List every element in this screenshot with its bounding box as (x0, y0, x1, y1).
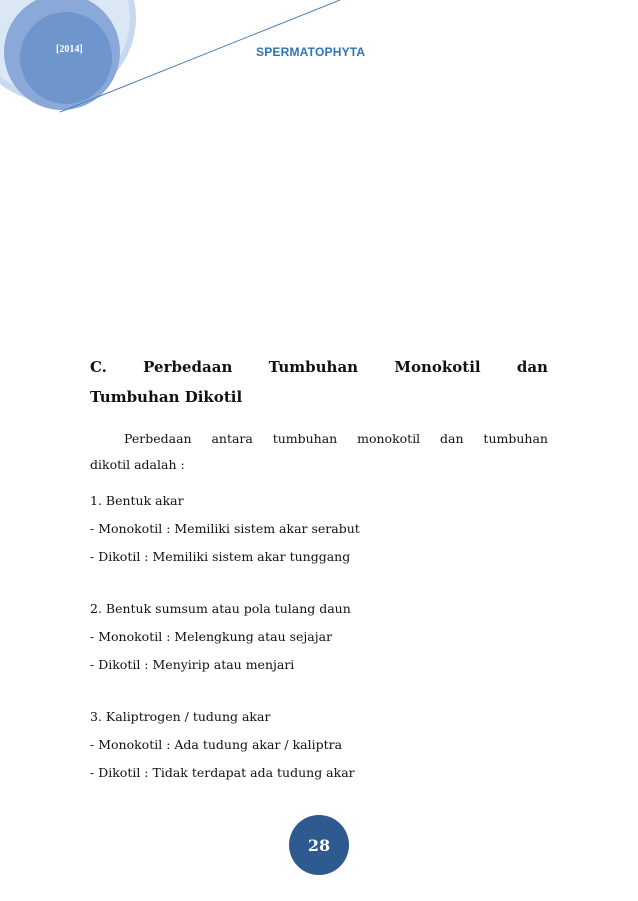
heading-word: dan (516, 358, 548, 376)
intro-word: tumbuhan (483, 431, 548, 446)
intro-line2: dikotil adalah : (90, 457, 185, 472)
intro-word: tumbuhan (272, 431, 338, 446)
header-rule (0, 0, 638, 120)
heading-word: Perbedaan (143, 358, 233, 376)
intro-line1 (90, 426, 548, 452)
section-heading-line1 (90, 352, 548, 382)
heading-word: C. (90, 358, 107, 376)
item-title: 3. Kaliptrogen / tudung akar (90, 709, 271, 724)
item-title: 1. Bentuk akar (90, 493, 184, 508)
item-monokotil: - Monokotil : Ada tudung akar / kaliptra (90, 737, 343, 752)
item-dikotil: - Dikotil : Tidak terdapat ada tudung akar (90, 765, 355, 780)
section-heading (90, 352, 548, 412)
page-number: 28 (307, 835, 331, 855)
item-monokotil: - Monokotil : Memiliki sistem akar serabut (90, 521, 360, 536)
item-title: 2. Bentuk sumsum atau pola tulang daun (90, 601, 351, 616)
intro-word: dan (440, 431, 464, 446)
item-dikotil: - Dikotil : Menyirip atau menjari (90, 657, 295, 672)
intro-word: antara (211, 431, 253, 446)
intro-paragraph (90, 426, 548, 478)
item-monokotil: - Monokotil : Melengkung atau sejajar (90, 629, 333, 644)
heading-word: Monokotil (394, 358, 481, 376)
running-title: SPERMATOPHYTA (256, 45, 366, 59)
page-number-badge (289, 815, 349, 875)
intro-word: monokotil (357, 431, 421, 446)
heading-word: Tumbuhan (268, 358, 359, 376)
intro-word: Perbedaan (124, 431, 192, 446)
item-dikotil: - Dikotil : Memiliki sistem akar tunggang (90, 549, 351, 564)
section-heading-line2: Tumbuhan Dikotil (90, 388, 243, 406)
header-year: [2014] (56, 44, 83, 55)
